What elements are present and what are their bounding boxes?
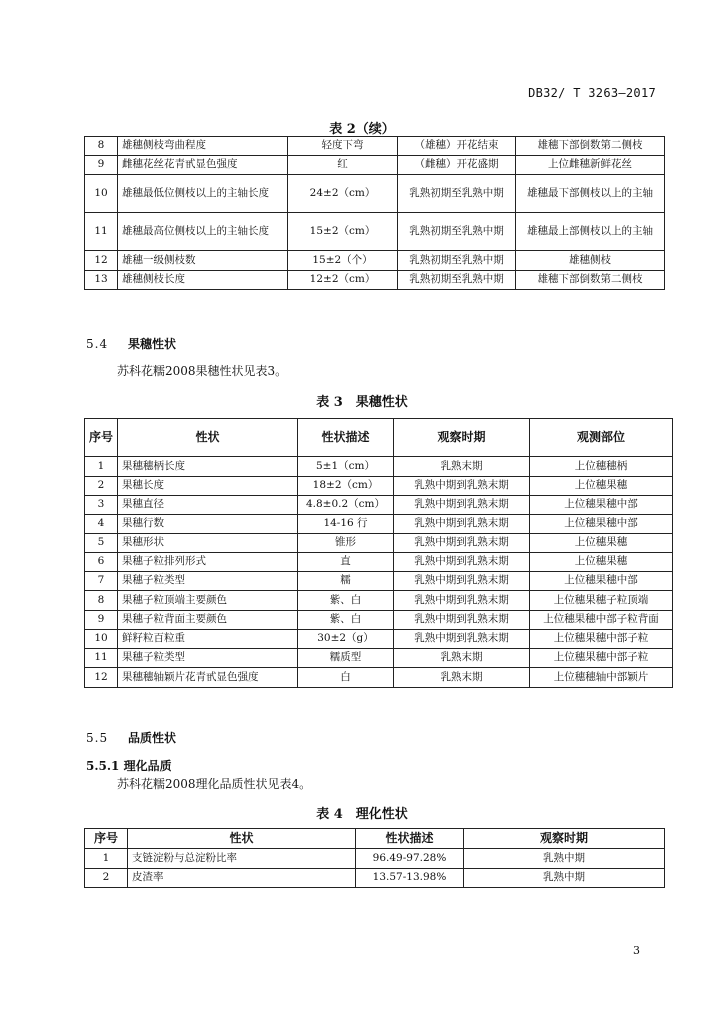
table-cell: 3 bbox=[85, 496, 118, 515]
table-cell: 雄穗一级侧枝数 bbox=[118, 251, 288, 271]
table-cell: 上位穗果穗中部子粒背面 bbox=[530, 611, 673, 630]
table-row bbox=[85, 175, 665, 213]
table-cell: 96.49-97.28% bbox=[356, 849, 464, 869]
table-cell: 乳熟中期到乳熟末期 bbox=[394, 477, 530, 496]
document-code: DB32/ T 3263—2017 bbox=[528, 86, 656, 100]
table2 bbox=[84, 136, 665, 290]
table-cell: 上位穗果穗子粒顶端 bbox=[530, 591, 673, 611]
table-cell: 上位穗果穗 bbox=[530, 477, 673, 496]
table3 bbox=[84, 418, 673, 688]
table-cell: 11 bbox=[85, 649, 118, 668]
table-cell: 12 bbox=[85, 251, 118, 271]
table-cell: 12 bbox=[85, 668, 118, 688]
column-header: 性状 bbox=[118, 419, 298, 457]
table-cell: 5 bbox=[85, 534, 118, 553]
table-cell: 锥形 bbox=[298, 534, 394, 553]
table-row bbox=[85, 213, 665, 251]
table-cell: 乳熟末期 bbox=[394, 668, 530, 688]
table-cell: 果穗子粒顶端主要颜色 bbox=[118, 591, 298, 611]
table-cell: 18±2（cm） bbox=[298, 477, 394, 496]
table-cell: （雌穗）开花盛期 bbox=[398, 156, 516, 175]
table-cell: 1 bbox=[85, 457, 118, 477]
section-5-4-heading bbox=[86, 335, 176, 352]
section-5-5-1-heading: 5.5.1 理化品质 bbox=[86, 759, 172, 773]
table-cell: 7 bbox=[85, 572, 118, 591]
table2-caption: 表 2（续） bbox=[329, 122, 395, 137]
table-cell: 果穗长度 bbox=[118, 477, 298, 496]
table-cell: 白 bbox=[298, 668, 394, 688]
table-cell: 乳熟中期到乳熟末期 bbox=[394, 515, 530, 534]
table4-caption: 表 4 理化性状 bbox=[316, 807, 408, 822]
table-cell: 12±2（cm） bbox=[288, 271, 398, 290]
table-cell: 乳熟初期至乳熟中期 bbox=[398, 271, 516, 290]
table-cell: 雄穗最低位侧枝以上的主轴长度 bbox=[118, 175, 288, 213]
column-header: 序号 bbox=[85, 419, 118, 457]
table-row bbox=[85, 137, 665, 156]
table-cell: 乳熟中期到乳熟末期 bbox=[394, 591, 530, 611]
table-cell: 雌穗花丝花青甙显色强度 bbox=[118, 156, 288, 175]
column-header: 观察时期 bbox=[464, 829, 665, 849]
table-cell: 果穗行数 bbox=[118, 515, 298, 534]
table-cell: 9 bbox=[85, 611, 118, 630]
table-row bbox=[85, 515, 673, 534]
table-cell: 24±2（cm） bbox=[288, 175, 398, 213]
table-cell: 乳熟初期至乳熟中期 bbox=[398, 213, 516, 251]
table-cell: 乳熟中期到乳熟末期 bbox=[394, 496, 530, 515]
table-cell: 雄穗下部倒数第二侧枝 bbox=[516, 271, 665, 290]
table-cell: 乳熟中期到乳熟末期 bbox=[394, 553, 530, 572]
table-cell: 雄穗侧枝弯曲程度 bbox=[118, 137, 288, 156]
table-cell: 果穗直径 bbox=[118, 496, 298, 515]
section-title: 果穗性状 bbox=[128, 337, 177, 351]
table-cell: 2 bbox=[85, 869, 128, 888]
table-cell: 1 bbox=[85, 849, 128, 869]
table-cell: 轻度下弯 bbox=[288, 137, 398, 156]
table-cell: 紫、白 bbox=[298, 591, 394, 611]
table3-caption: 表 3 果穗性状 bbox=[316, 395, 408, 410]
table-cell: 30±2（g） bbox=[298, 630, 394, 649]
table-cell: 雄穗最高位侧枝以上的主轴长度 bbox=[118, 213, 288, 251]
table-cell: 13.57-13.98% bbox=[356, 869, 464, 888]
table-row bbox=[85, 534, 673, 553]
table-cell: 雄穗侧枝长度 bbox=[118, 271, 288, 290]
page-number: 3 bbox=[633, 944, 640, 957]
table-row bbox=[85, 649, 673, 668]
table4 bbox=[84, 828, 665, 888]
table-cell: 2 bbox=[85, 477, 118, 496]
section-number: 5.4 bbox=[86, 337, 109, 351]
table-row bbox=[85, 271, 665, 290]
table-cell: 糯 bbox=[298, 572, 394, 591]
table-cell: （雄穗）开花结束 bbox=[398, 137, 516, 156]
table-cell: 乳熟末期 bbox=[394, 649, 530, 668]
column-header: 观测部位 bbox=[530, 419, 673, 457]
table-cell: 紫、白 bbox=[298, 611, 394, 630]
table-cell: 上位穗果穗中部 bbox=[530, 572, 673, 591]
table-cell: 雄穗下部倒数第二侧枝 bbox=[516, 137, 665, 156]
table-cell: 8 bbox=[85, 591, 118, 611]
section-5-4-text: 苏科花糯2008果穗性状见表3。 bbox=[117, 364, 288, 378]
table-cell: 上位穗果穗中部 bbox=[530, 515, 673, 534]
section-number: 5.5 bbox=[86, 731, 109, 745]
table-row bbox=[85, 572, 673, 591]
table-row bbox=[85, 611, 673, 630]
section-title: 品质性状 bbox=[128, 731, 177, 745]
column-header: 性状描述 bbox=[298, 419, 394, 457]
table-cell: 果穗子粒类型 bbox=[118, 649, 298, 668]
table-cell: 果穗子粒排列形式 bbox=[118, 553, 298, 572]
table-cell: 6 bbox=[85, 553, 118, 572]
table-cell: 皮渣率 bbox=[128, 869, 356, 888]
table-cell: 4 bbox=[85, 515, 118, 534]
table-cell: 上位雌穗新鲜花丝 bbox=[516, 156, 665, 175]
table-cell: 10 bbox=[85, 630, 118, 649]
table-cell: 上位穗果穗中部子粒 bbox=[530, 630, 673, 649]
table-cell: 乳熟中期到乳熟末期 bbox=[394, 572, 530, 591]
column-header: 性状 bbox=[128, 829, 356, 849]
table-cell: 10 bbox=[85, 175, 118, 213]
table-cell: 14-16 行 bbox=[298, 515, 394, 534]
table-row bbox=[85, 553, 673, 572]
table-cell: 果穗形状 bbox=[118, 534, 298, 553]
table-cell: 乳熟初期至乳熟中期 bbox=[398, 175, 516, 213]
table-cell: 支链淀粉与总淀粉比率 bbox=[128, 849, 356, 869]
table-cell: 果穗穗柄长度 bbox=[118, 457, 298, 477]
table-row bbox=[85, 156, 665, 175]
table-cell: 15±2（cm） bbox=[288, 213, 398, 251]
table-cell: 9 bbox=[85, 156, 118, 175]
table-row bbox=[85, 591, 673, 611]
table-cell: 乳熟初期至乳熟中期 bbox=[398, 251, 516, 271]
table-row bbox=[85, 869, 665, 888]
section-5-5-1-text: 苏科花糯2008理化品质性状见表4。 bbox=[117, 777, 312, 791]
table-cell: 乳熟中期 bbox=[464, 849, 665, 869]
column-header: 序号 bbox=[85, 829, 128, 849]
table-cell: 上位穗果穗中部子粒 bbox=[530, 649, 673, 668]
table-cell: 15±2（个） bbox=[288, 251, 398, 271]
table-row bbox=[85, 457, 673, 477]
table-cell: 红 bbox=[288, 156, 398, 175]
table-cell: 上位穗果穗 bbox=[530, 534, 673, 553]
table-row bbox=[85, 849, 665, 869]
table-cell: 直 bbox=[298, 553, 394, 572]
table-row bbox=[85, 496, 673, 515]
table-row bbox=[85, 477, 673, 496]
table-cell: 鲜籽粒百粒重 bbox=[118, 630, 298, 649]
table-cell: 雄穗最上部侧枝以上的主轴 bbox=[516, 213, 665, 251]
table-row bbox=[85, 630, 673, 649]
table-cell: 果穗穗轴颖片花青甙显色强度 bbox=[118, 668, 298, 688]
table-row bbox=[85, 251, 665, 271]
table-cell: 乳熟中期 bbox=[464, 869, 665, 888]
table-cell: 上位穗果穗 bbox=[530, 553, 673, 572]
table-cell: 8 bbox=[85, 137, 118, 156]
table-cell: 果穗子粒背面主要颜色 bbox=[118, 611, 298, 630]
section-5-5-heading bbox=[86, 729, 176, 746]
column-header: 观察时期 bbox=[394, 419, 530, 457]
table-cell: 糯质型 bbox=[298, 649, 394, 668]
table-cell: 雄穗侧枝 bbox=[516, 251, 665, 271]
table-cell: 4.8±0.2（cm） bbox=[298, 496, 394, 515]
table-cell: 5±1（cm） bbox=[298, 457, 394, 477]
table-cell: 13 bbox=[85, 271, 118, 290]
table-cell: 11 bbox=[85, 213, 118, 251]
column-header: 性状描述 bbox=[356, 829, 464, 849]
table-cell: 乳熟中期到乳熟末期 bbox=[394, 630, 530, 649]
table-cell: 上位穗果穗中部 bbox=[530, 496, 673, 515]
table-cell: 乳熟中期到乳熟末期 bbox=[394, 611, 530, 630]
table-row bbox=[85, 668, 673, 688]
table-cell: 上位穗穗柄 bbox=[530, 457, 673, 477]
table-cell: 雄穗最下部侧枝以上的主轴 bbox=[516, 175, 665, 213]
table-cell: 乳熟中期到乳熟末期 bbox=[394, 534, 530, 553]
table-cell: 上位穗穗轴中部颖片 bbox=[530, 668, 673, 688]
table-cell: 果穗子粒类型 bbox=[118, 572, 298, 591]
table-cell: 乳熟末期 bbox=[394, 457, 530, 477]
